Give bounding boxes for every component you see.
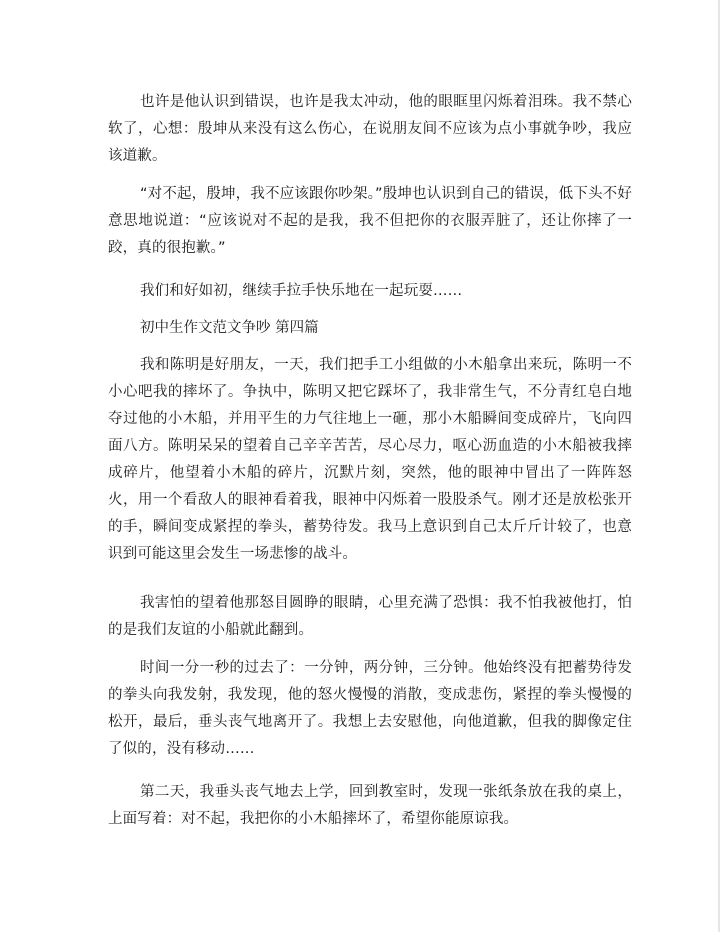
paragraph-reconciled: 我们和好如初，继续手拉手快乐地在一起玩耍…… [140, 283, 463, 299]
paragraph-dialogue-apology: “对不起，殷坤，我不应该跟你吵架。”殷坤也认识到自己的错误，低下头不好意思地说道：“应该说对不起的是我，我不但把你的衣服弄脏了，还让你摔了一跤，真的很抱歉。” [108, 186, 632, 256]
paragraph-time-passing: 时间一分一秒的过去了：一分钟，两分钟，三分钟。他始终没有把蓄势待发的拳头向我发射，我发现，他的怒火慢慢的消散，变成悲伤，紧捏的拳头慢慢的松开，最后，垂头丧气地离开了。我想上去安慰他，向他道歉，但我的脚像定住了似的，没有移动…… [108, 660, 632, 757]
section-heading: 初中生作文范文争吵 第四篇 [140, 320, 319, 336]
paragraph-apology-thought: 也许是他认识到错误，也许是我太冲动，他的眼眶里闪烁着泪珠。我不禁心软了，心想：殷坤从来没有这么伤心，在说朋友间不应该为点小事就争吵，我应该道歉。 [108, 94, 632, 164]
paragraph-next-day-note: 第二天，我垂头丧气地去上学，回到教室时，发现一张纸条放在我的桌上，上面写着：对不起，我把你的小木船摔坏了，希望你能原谅我。 [108, 784, 632, 827]
paragraph-wooden-boat-conflict: 我和陈明是好朋友，一天，我们把手工小组做的小木船拿出来玩，陈明一不小心吧我的摔坏了。争执中，陈明又把它踩坏了，我非常生气，不分青红皂白地夺过他的小木船，并用平生的力气往地上一砸，那小木船瞬间变成碎片，飞向四面八方。陈明呆呆的望着自己辛辛苦苦，尽心尽力，呕心沥血造的小木船被我摔成碎片，他望着小木船的碎片，沉默片刻，突然，他的眼神中冒出了一阵阵怒火，用一个看敌人的眼神看着我，眼神中闪烁着一股股杀气。刚才还是放松张开的手，瞬间变成紧捏的拳头，蓄势待发。我马上意识到自己太斤斤计较了，也意识到可能这里会发生一场悲惨的战斗。 [108, 357, 632, 562]
paragraph-fear: 我害怕的望着他那怒目圆睁的眼睛，心里充满了恐惧：我不怕我被他打，怕的是我们友谊的小船就此翻到。 [108, 595, 632, 638]
